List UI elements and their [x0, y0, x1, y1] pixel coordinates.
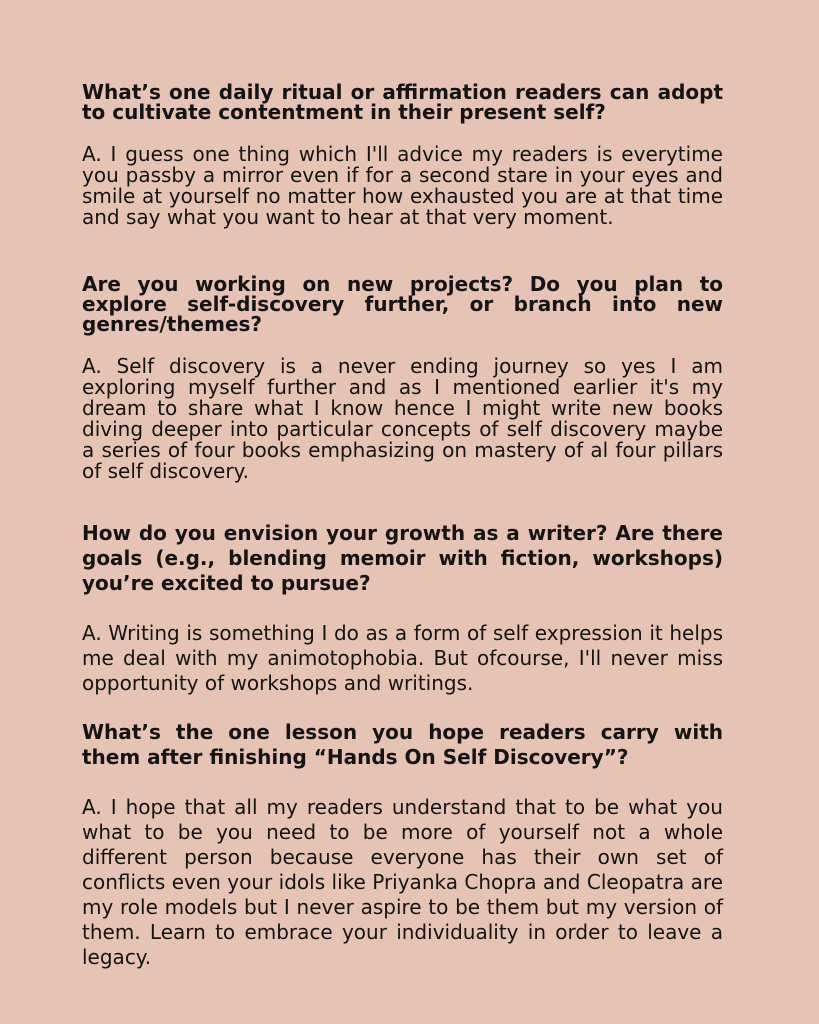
- qa-block: [82, 720, 723, 970]
- interview-content: [82, 82, 723, 970]
- answer-text: A. I hope that all my readers understand that to be what you what to be you need to be more of yourself not a whole different person because everyone has their own set of conflicts even your idols like Priyanka Chopra and Cleopatra are my role models but I never aspire to be them but my version of them. Learn to embrace your individuality in order to leave a legacy.: [82, 795, 723, 969]
- answer-text: A. I guess one thing which I'll advice my readers is everytime you passby a mirror even if for a second stare in your eyes and smile at yourself no matter how exhausted you are at that time and say what you want to hear at that very moment.: [82, 142, 723, 229]
- qa-block: [82, 82, 723, 228]
- answer-text: A. Self discovery is a never ending journey so yes I am exploring myself further and as I mentioned earlier it's my dream to share what I know hence I might write new books diving deeper into particular concepts of self discovery maybe a series of four books emphasizing on mastery of al four pillars of self discovery.: [82, 354, 723, 483]
- answer-text: A. Writing is something I do as a form of self expression it helps me deal with my animotophobia. But ofcourse, I'll never miss opportunity of workshops and writings.: [82, 621, 723, 695]
- qa-block: [82, 274, 723, 482]
- question-text: Are you working on new projects? Do you plan to explore self-discovery further, or branch into new genres/themes?: [82, 272, 723, 336]
- qa-block: [82, 521, 723, 696]
- question-text: What’s one daily ritual or affirmation readers can adopt to cultivate contentment in their present self?: [82, 80, 723, 124]
- question-text: What’s the one lesson you hope readers carry with them after finishing “Hands On Self Discovery”?: [82, 720, 723, 769]
- question-text: How do you envision your growth as a writer? Are there goals (e.g., blending memoir with fiction, workshops) you’re excited to pursue?: [82, 521, 723, 595]
